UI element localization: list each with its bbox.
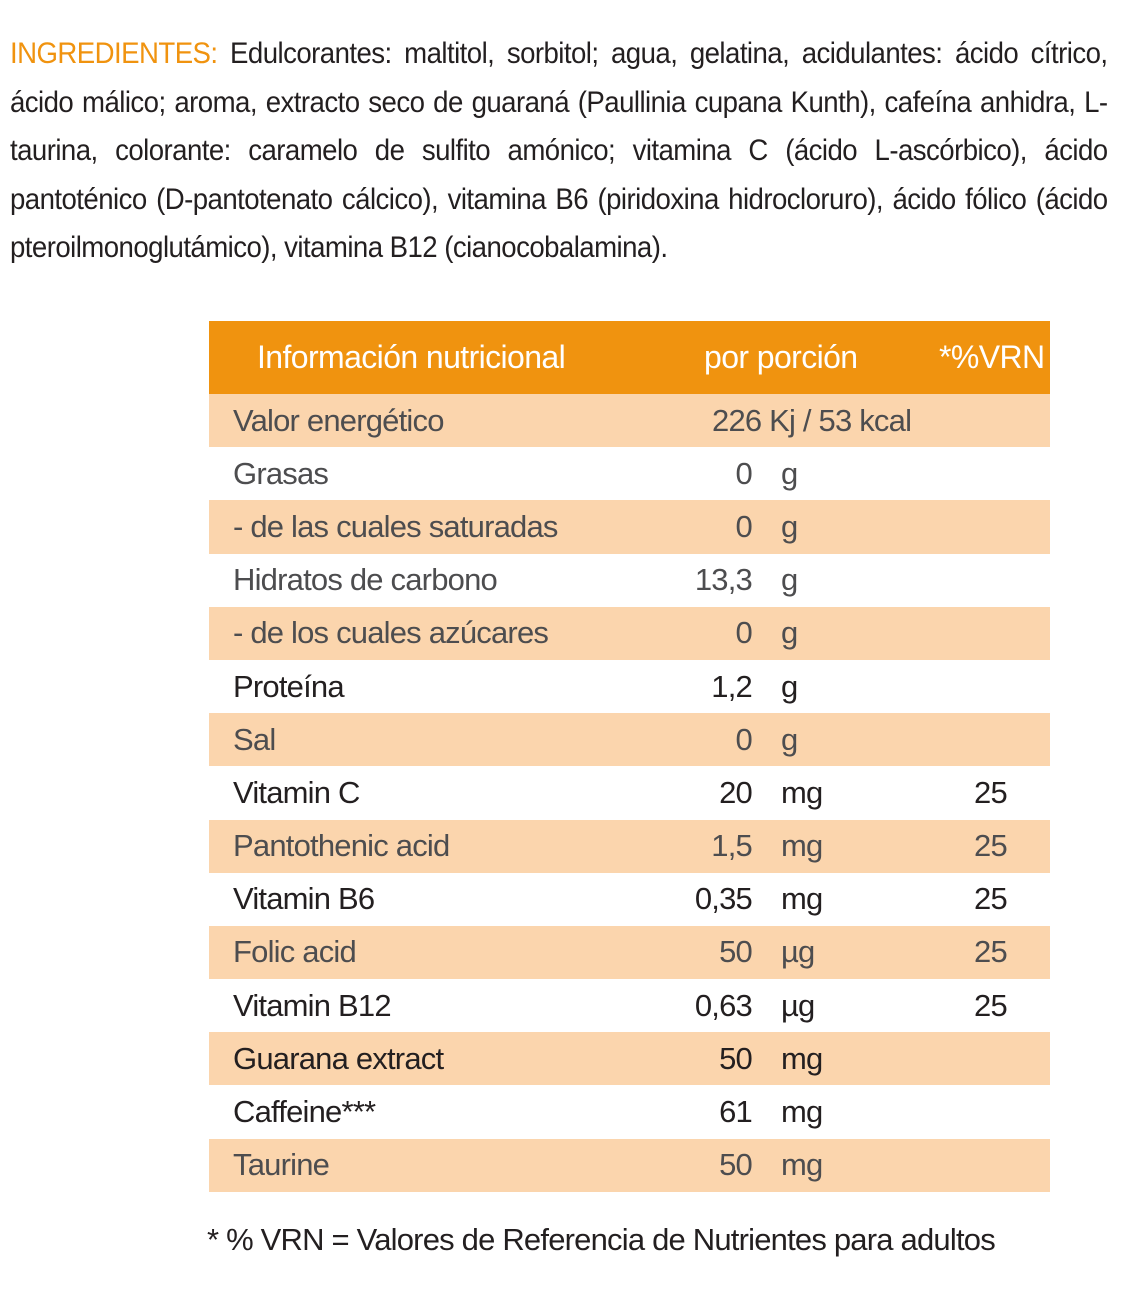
table-row (209, 554, 1050, 607)
row-energy-value: 226 Kj / 53 kcal (712, 402, 912, 438)
row-amount: 0,35 (694, 881, 752, 917)
table-row-energy (209, 394, 1050, 447)
row-name: - de los cuales azúcares (233, 615, 549, 651)
table-row (209, 1139, 1050, 1192)
row-unit: g (781, 455, 798, 491)
table-row (209, 660, 1050, 713)
row-amount: 13,3 (694, 562, 752, 598)
row-amount: 20 (719, 774, 752, 810)
row-unit: g (781, 508, 798, 544)
table-row (209, 1085, 1050, 1138)
row-amount: 0 (735, 615, 752, 651)
row-amount: 0,63 (694, 987, 752, 1023)
table-body (209, 447, 1050, 1192)
row-unit: g (781, 562, 798, 598)
row-name: Valor energético (233, 402, 444, 438)
row-name: Grasas (233, 455, 329, 491)
table-row (209, 766, 1050, 819)
table-row (209, 926, 1050, 979)
row-unit: mg (781, 881, 823, 917)
row-amount: 0 (735, 455, 752, 491)
row-vrn: 25 (974, 987, 1007, 1023)
row-vrn: 25 (974, 934, 1007, 970)
row-vrn: 25 (974, 828, 1007, 864)
table-row (209, 500, 1050, 553)
row-amount: 50 (719, 1040, 752, 1076)
table-row (209, 979, 1050, 1032)
row-amount: 61 (719, 1094, 752, 1130)
footnote: * % VRN = Valores de Referencia de Nutrientes para adultos (207, 1222, 995, 1257)
row-unit: mg (781, 1147, 823, 1183)
row-unit: µg (781, 934, 815, 970)
row-unit: mg (781, 774, 823, 810)
header-vrn: *%VRN (939, 339, 1045, 375)
row-amount: 50 (719, 1147, 752, 1183)
row-name: Vitamin B6 (233, 881, 375, 917)
row-name: Sal (233, 721, 276, 757)
nutrition-table (209, 321, 1050, 1192)
row-unit: mg (781, 1094, 823, 1130)
ingredients-paragraph (10, 30, 1108, 273)
row-unit: g (781, 668, 798, 704)
row-unit: mg (781, 828, 823, 864)
table-row (209, 1032, 1050, 1085)
nutrition-table-header (209, 321, 1050, 394)
table-row (209, 607, 1050, 660)
row-unit: g (781, 615, 798, 651)
row-name: Folic acid (233, 934, 356, 970)
row-amount: 1,2 (711, 668, 752, 704)
row-vrn: 25 (974, 881, 1007, 917)
row-vrn: 25 (974, 774, 1007, 810)
table-row (209, 713, 1050, 766)
table-row (209, 873, 1050, 926)
row-name: Hidratos de carbono (233, 562, 497, 598)
row-amount: 0 (735, 721, 752, 757)
table-row (209, 820, 1050, 873)
row-name: Vitamin C (233, 774, 360, 810)
row-unit: g (781, 721, 798, 757)
row-name: Caffeine*** (233, 1094, 376, 1130)
row-amount: 50 (719, 934, 752, 970)
row-amount: 0 (735, 508, 752, 544)
ingredients-text: Edulcorantes: maltitol, sorbitol; agua, gelatina, acidulantes: ácido cítrico, ácido málico; aroma, extracto seco de guaraná (Paullinia cupana Kunth), cafeína anhidra, L-taurina, colorante: caramelo de sulfito amónico; vitamina C (ácido L-ascórbico), ácido pantoténico (D-pantotenato cálcico), vitamina B6 (piridoxina hidrocloruro), ácido fólico (ácido pteroilmonoglutámico), vitamina B12 (cianocobalamina). (10, 37, 1108, 264)
row-unit: µg (781, 987, 815, 1023)
row-name: Taurine (233, 1147, 330, 1183)
row-amount: 1,5 (711, 828, 752, 864)
row-name: Pantothenic acid (233, 828, 450, 864)
row-name: - de las cuales saturadas (233, 508, 558, 544)
header-per-serving: por porción (704, 339, 858, 375)
header-nutrient: Información nutricional (257, 339, 566, 375)
row-name: Proteína (233, 668, 344, 704)
ingredients-label: INGREDIENTES: (10, 37, 218, 70)
table-row (209, 447, 1050, 500)
row-name: Guarana extract (233, 1040, 444, 1076)
row-name: Vitamin B12 (233, 987, 391, 1023)
row-unit: mg (781, 1040, 823, 1076)
